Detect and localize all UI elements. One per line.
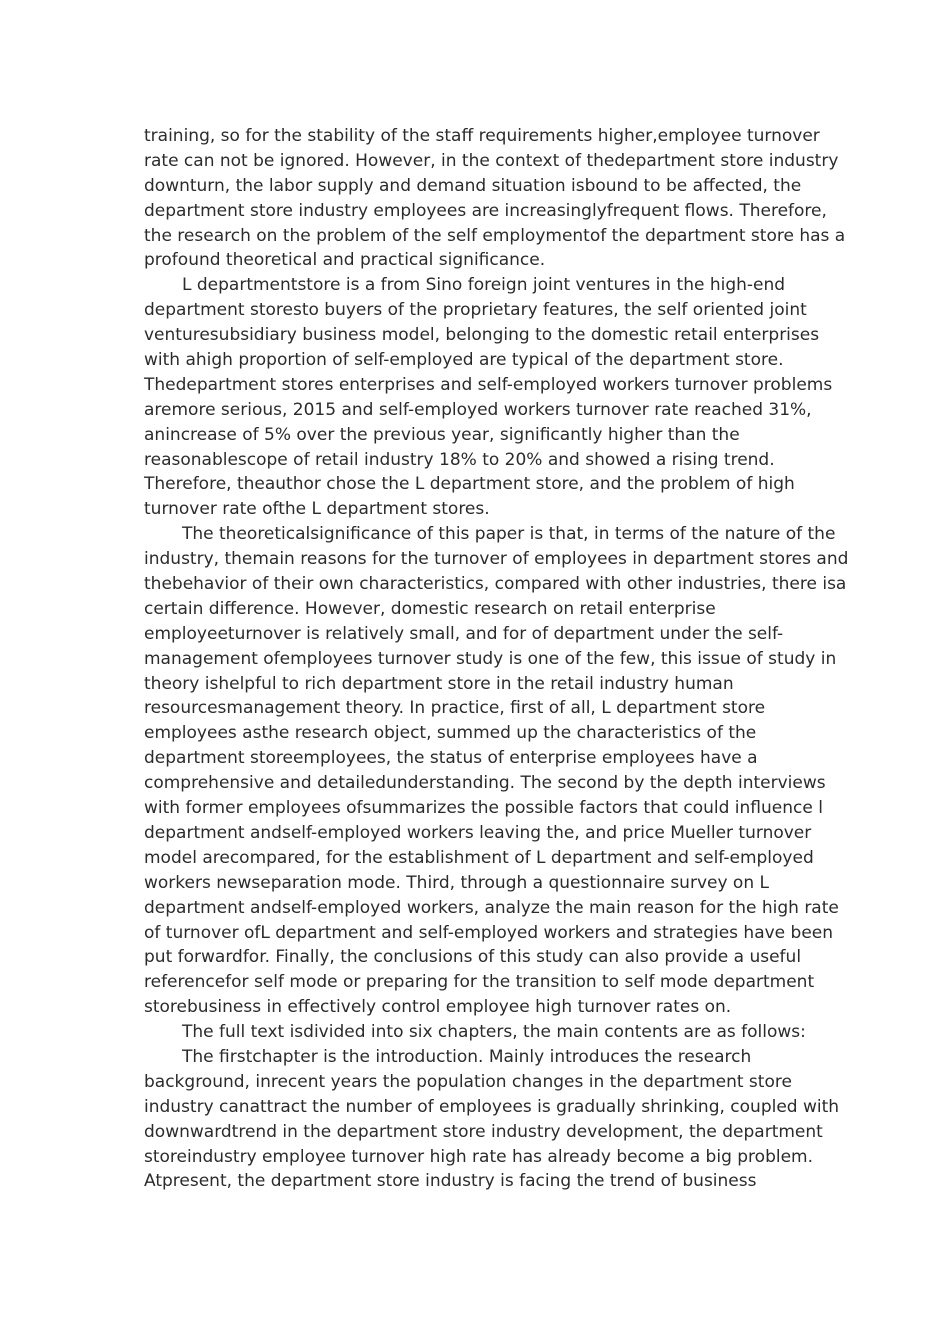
text-line: employeeturnover is relatively small, and for of department under the self- [144, 623, 784, 644]
text-line: department store industry employees are increasinglyfrequent flows. Therefore, [144, 200, 827, 221]
text-line: with ahigh proportion of self-employed are typical of the department store. [144, 350, 784, 371]
text-line: put forwardfor. Finally, the conclusions of this study can also provide a useful [144, 947, 802, 968]
text-line: department storeemployees, the status of enterprise employees have a [144, 748, 758, 769]
text-line: aremore serious, 2015 and self-employed workers turnover rate reached 31%, [144, 399, 812, 420]
text-line: employees asthe research object, summed up the characteristics of the [144, 723, 757, 744]
text-line: storeindustry employee turnover high rate has already become a big problem. [144, 1146, 814, 1167]
text-line: referencefor self mode or preparing for the transition to self mode department [144, 972, 815, 993]
text-line: theory ishelpful to rich department store in the retail industry human [144, 673, 734, 694]
text-line: profound theoretical and practical significance. [144, 250, 546, 271]
text-line: department storesto buyers of the proprietary features, the self oriented joint [144, 300, 807, 321]
text-line: comprehensive and detailedunderstanding. The second by the depth interviews [144, 773, 826, 794]
text-line: Therefore, theauthor chose the L department store, and the problem of high [144, 474, 795, 495]
text-line: department andself-employed workers leaving the, and price Mueller turnover [144, 822, 812, 843]
text-line: downwardtrend in the department store industry development, the department [144, 1121, 823, 1142]
text-line: thebehavior of their own characteristics, compared with other industries, there isa [144, 574, 847, 595]
text-line: background, inrecent years the population changes in the department store [144, 1071, 792, 1092]
text-line: anincrease of 5% over the previous year, significantly higher than the [144, 424, 740, 445]
text-line: downturn, the labor supply and demand situation isbound to be affected, the [144, 175, 802, 196]
text-line: industry canattract the number of employees is gradually shrinking, coupled with [144, 1096, 840, 1117]
text-line: Thedepartment stores enterprises and self-employed workers turnover problems [144, 374, 833, 395]
text-line: Atpresent, the department store industry is facing the trend of business [144, 1171, 757, 1192]
text-line: training, so for the stability of the staff requirements higher,employee turnover [144, 126, 820, 146]
text-line: storebusiness in effectively control employee high turnover rates on. [144, 997, 732, 1018]
text-line: industry, themain reasons for the turnover of employees in department stores and [144, 549, 849, 570]
text-line: model arecompared, for the establishment of L department and self-employed [144, 847, 814, 868]
text-line: resourcesmanagement theory. In practice, first of all, L department store [144, 698, 766, 719]
text-line: management ofemployees turnover study is one of the few, this issue of study in [144, 648, 837, 669]
text-line: the research on the problem of the self employmentof the department store has a [144, 225, 846, 246]
text-line: venturesubsidiary business model, belonging to the domestic retail enterprises [144, 325, 820, 346]
text-line: reasonablescope of retail industry 18% to 20% and showed a rising trend. [144, 449, 775, 470]
text-line: department andself-employed workers, analyze the main reason for the high rate [144, 897, 839, 918]
text-line: turnover rate ofthe L department stores. [144, 499, 490, 520]
body-text [144, 124, 849, 1194]
paragraph-first-line: L departmentstore is a from Sino foreign joint ventures in the high-end [182, 275, 786, 296]
text-line: rate can not be ignored. However, in the context of thedepartment store industry [144, 150, 839, 171]
paragraph-first-line: The firstchapter is the introduction. Mainly introduces the research [182, 1046, 752, 1067]
paragraph-first-line: The theoreticalsignificance of this paper is that, in terms of the nature of the [182, 524, 836, 545]
text-line: workers newseparation mode. Third, through a questionnaire survey on L [144, 872, 769, 893]
text-line: of turnover ofL department and self-employed workers and strategies have been [144, 922, 834, 943]
text-line: certain difference. However, domestic research on retail enterprise [144, 598, 716, 619]
text-line: with former employees ofsummarizes the possible factors that could influence l [144, 798, 823, 819]
paragraph-first-line: The full text isdivided into six chapters, the main contents are as follows: [182, 1022, 806, 1043]
